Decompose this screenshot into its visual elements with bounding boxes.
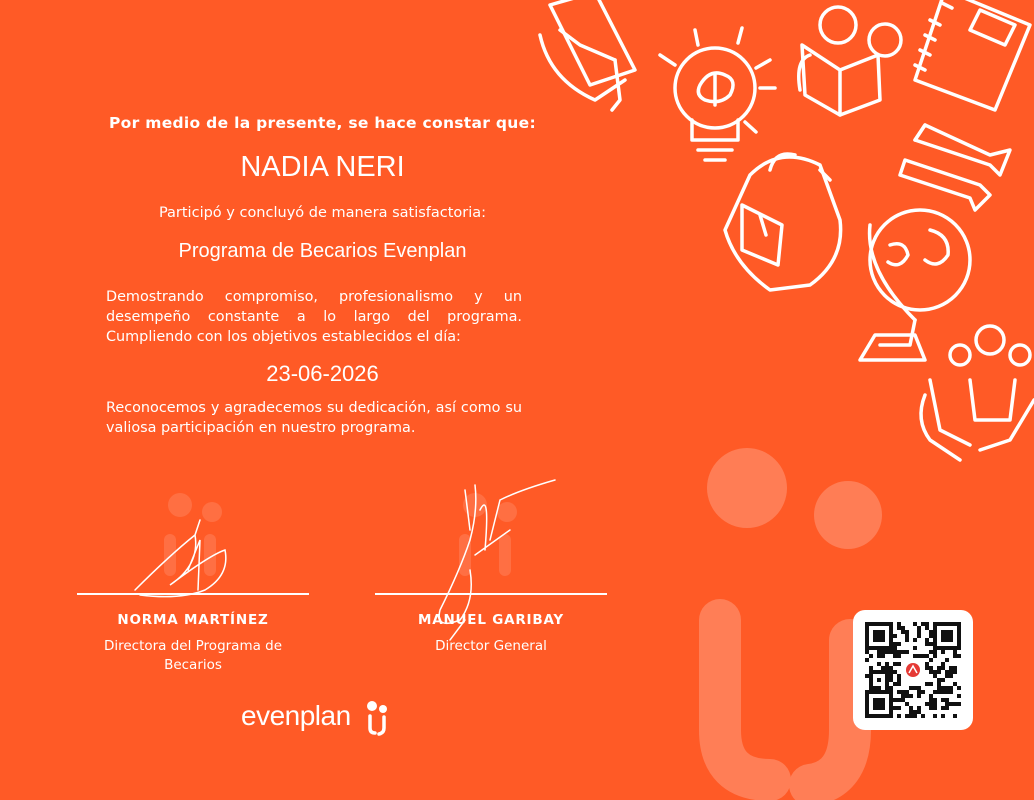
decorative-icons — [520, 0, 1034, 470]
qr-code-card[interactable] — [853, 610, 973, 730]
certificate-paragraph-2: Reconocemos y agradecemos su dedicación, así como su valiosa participación en nuestro programa. — [106, 400, 522, 436]
qr-code[interactable] — [865, 622, 961, 718]
signer-name-right: MANUEL GARIBAY — [417, 612, 565, 628]
brand-logo-icon — [362, 700, 392, 738]
pencils-icon — [900, 125, 1010, 210]
certificate-intro: Por medio de la presente, se hace constar que: — [109, 114, 536, 132]
signature-line-right — [375, 593, 607, 595]
program-name: Programa de Becarios Evenplan — [178, 240, 467, 262]
globe-icon — [860, 210, 970, 360]
recipient-name: NADIA NERI — [240, 151, 405, 183]
completion-text: Participó y concluyó de manera satisfactoria: — [158, 205, 487, 221]
notebook-icon — [915, 0, 1030, 110]
signature-left — [110, 515, 260, 610]
brand-logo-text: evenplan — [241, 700, 351, 731]
certificate-paragraph-1: Demostrando compromiso, profesionalismo y un desempeño constante a lo largo del programa. Cumpliendo con los objetivos establecidos el día: — [106, 289, 522, 345]
reading-person-icon — [799, 7, 901, 115]
graduation-cap-icon — [540, 0, 635, 110]
signer-name-left: NORMA MARTÍNEZ — [117, 612, 269, 628]
backpack-icon — [725, 154, 841, 290]
signature-line-left — [77, 593, 309, 595]
lightbulb-brain-icon — [660, 28, 775, 160]
signer-title-left: Directora del Programa de Becarios — [103, 638, 283, 673]
people-hands-icon — [921, 326, 1034, 460]
signer-title-right: Director General — [435, 638, 547, 654]
completion-date: 23-06-2026 — [266, 361, 379, 386]
